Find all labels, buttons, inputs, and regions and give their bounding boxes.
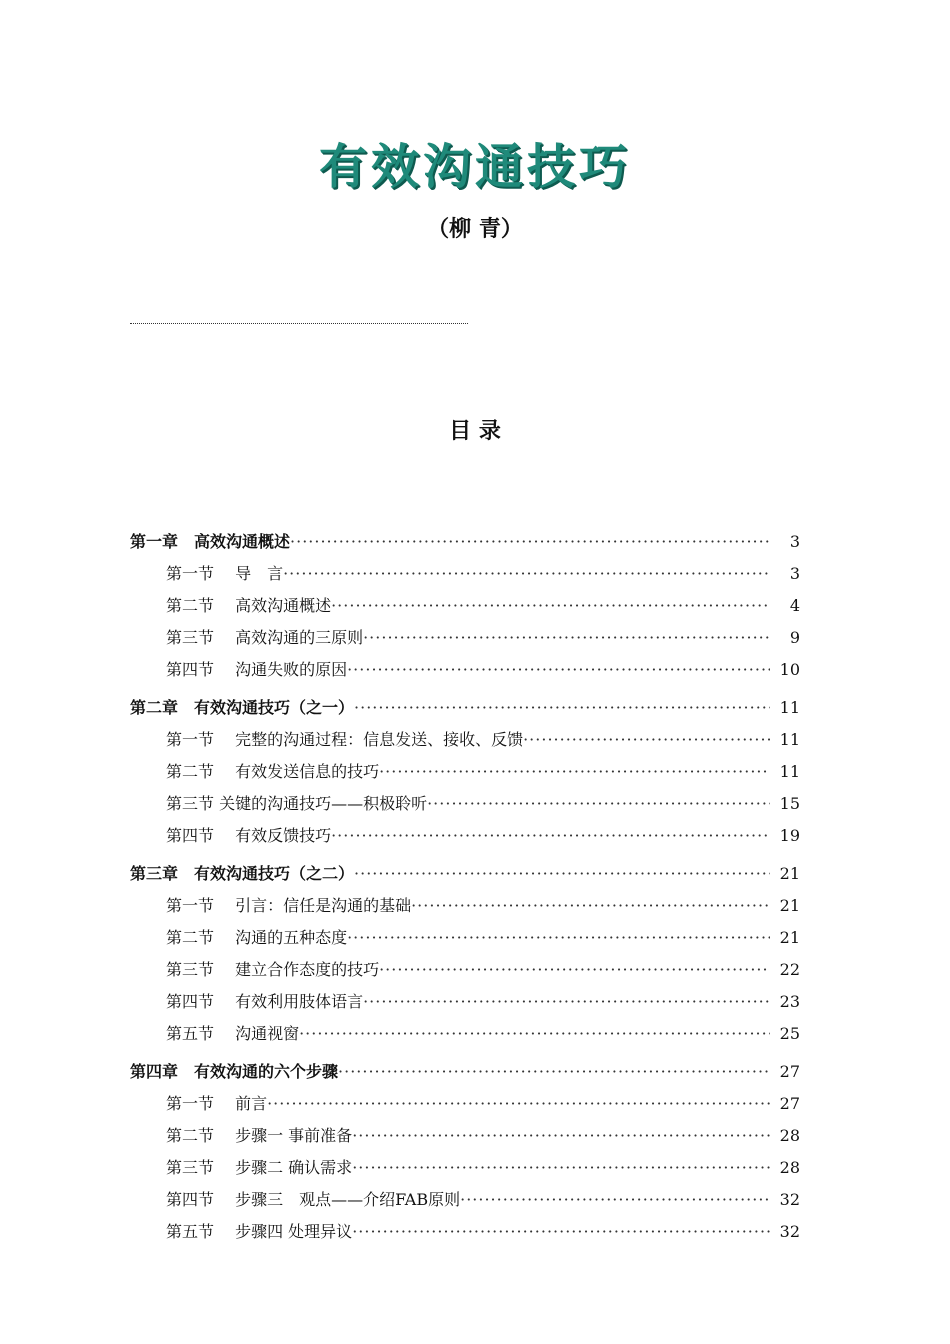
toc-page-number: 28 [779, 1126, 800, 1145]
toc-section-entry[interactable] [130, 1018, 800, 1050]
toc-page-number: 27 [779, 1062, 800, 1081]
toc-page-number: 11 [779, 762, 800, 781]
dot-leader [460, 1184, 770, 1216]
toc-entry-label: 第三节 步骤二 确认需求 [166, 1158, 353, 1177]
toc-entry-label: 第一节 导 言 [166, 564, 284, 583]
dot-leader [363, 622, 770, 654]
toc-entry-label: 第一章 高效沟通概述 [130, 532, 291, 551]
toc-entry-label: 第二节 步骤一 事前准备 [166, 1126, 353, 1145]
dot-leader [267, 1088, 770, 1120]
toc-entry-label: 第二节 高效沟通概述 [166, 596, 332, 615]
dot-leader [363, 986, 770, 1018]
toc-entry-label: 第一节 引言：信任是沟通的基础 [166, 896, 412, 915]
toc-page-number: 21 [779, 928, 800, 947]
toc-page-number: 21 [779, 864, 800, 883]
table-of-contents [130, 526, 800, 1248]
toc-section-entry[interactable] [130, 1184, 800, 1216]
toc-page-number: 4 [789, 596, 800, 615]
dotted-separator [130, 323, 468, 324]
dot-leader [411, 890, 770, 922]
dot-leader [354, 692, 770, 724]
toc-entry-label: 第一节 完整的沟通过程：信息发送、接收、反馈 [166, 730, 524, 749]
toc-entry-label: 第四章 有效沟通的六个步骤 [130, 1062, 339, 1081]
toc-entry-label: 第四节 有效反馈技巧 [166, 826, 332, 845]
toc-entry-label: 第二节 有效发送信息的技巧 [166, 762, 380, 781]
toc-section-entry[interactable] [130, 756, 800, 788]
toc-entry-label: 第四节 有效利用肢体语言 [166, 992, 364, 1011]
toc-section-entry[interactable] [130, 820, 800, 852]
toc-entry-label: 第五节 步骤四 处理异议 [166, 1222, 353, 1241]
dot-leader [379, 756, 770, 788]
dot-leader [347, 654, 770, 686]
toc-page-number: 11 [779, 698, 800, 717]
toc-chapter-entry[interactable] [130, 526, 800, 558]
toc-page-number: 22 [779, 960, 800, 979]
toc-entry-label: 第五节 沟通视窗 [166, 1024, 300, 1043]
toc-chapter-entry[interactable] [130, 1056, 800, 1088]
toc-section-entry[interactable] [130, 954, 800, 986]
dot-leader [352, 1152, 770, 1184]
toc-page-number: 21 [779, 896, 800, 915]
toc-entry-label: 第三章 有效沟通技巧（之二） [130, 864, 355, 883]
document-title: 有效沟通技巧 [318, 139, 631, 195]
toc-section-entry[interactable] [130, 622, 800, 654]
toc-chapter-entry[interactable] [130, 692, 800, 724]
dot-leader [352, 1216, 770, 1248]
dot-leader [523, 724, 770, 756]
dot-leader [331, 590, 770, 622]
toc-section-entry[interactable] [130, 986, 800, 1018]
dot-leader [427, 788, 770, 820]
toc-page-number: 27 [779, 1094, 800, 1113]
toc-section-entry[interactable] [130, 654, 800, 686]
toc-section-entry[interactable] [130, 558, 800, 590]
toc-entry-label: 第三节 关键的沟通技巧——积极聆听 [166, 794, 428, 813]
toc-page-number: 23 [779, 992, 800, 1011]
toc-chapter-entry[interactable] [130, 858, 800, 890]
toc-page-number: 11 [779, 730, 800, 749]
toc-section-entry[interactable] [130, 922, 800, 954]
toc-entry-label: 第四节 步骤三 观点——介绍FAB原则 [166, 1190, 461, 1209]
toc-page-number: 19 [779, 826, 800, 845]
toc-section-entry[interactable] [130, 1216, 800, 1248]
toc-page-number: 25 [779, 1024, 800, 1043]
toc-page-number: 3 [789, 532, 800, 551]
dot-leader [283, 558, 770, 590]
toc-page-number: 3 [789, 564, 800, 583]
toc-page-number: 32 [779, 1222, 800, 1241]
toc-entry-label: 第三节 高效沟通的三原则 [166, 628, 364, 647]
toc-entry-label: 第二节 沟通的五种态度 [166, 928, 348, 947]
toc-section-entry[interactable] [130, 590, 800, 622]
dot-leader [354, 858, 770, 890]
toc-page-number: 10 [779, 660, 800, 679]
toc-page-number: 32 [779, 1190, 800, 1209]
toc-entry-label: 第四节 沟通失败的原因 [166, 660, 348, 679]
toc-entry-label: 第二章 有效沟通技巧（之一） [130, 698, 355, 717]
toc-section-entry[interactable] [130, 788, 800, 820]
toc-section-entry[interactable] [130, 890, 800, 922]
toc-section-entry[interactable] [130, 1152, 800, 1184]
toc-section-entry[interactable] [130, 1088, 800, 1120]
toc-page-number: 28 [779, 1158, 800, 1177]
toc-section-entry[interactable] [130, 1120, 800, 1152]
toc-section-entry[interactable] [130, 724, 800, 756]
toc-page-number: 9 [789, 628, 800, 647]
toc-entry-label: 第三节 建立合作态度的技巧 [166, 960, 380, 979]
toc-entry-label: 第一节 前言 [166, 1094, 268, 1113]
dot-leader [290, 526, 770, 558]
dot-leader [338, 1056, 770, 1088]
toc-page-number: 15 [779, 794, 800, 813]
dot-leader [352, 1120, 770, 1152]
dot-leader [299, 1018, 770, 1050]
dot-leader [331, 820, 770, 852]
toc-heading: 目 录 [449, 419, 501, 444]
dot-leader [379, 954, 770, 986]
dot-leader [347, 922, 770, 954]
author-line: （柳 青） [427, 217, 523, 242]
